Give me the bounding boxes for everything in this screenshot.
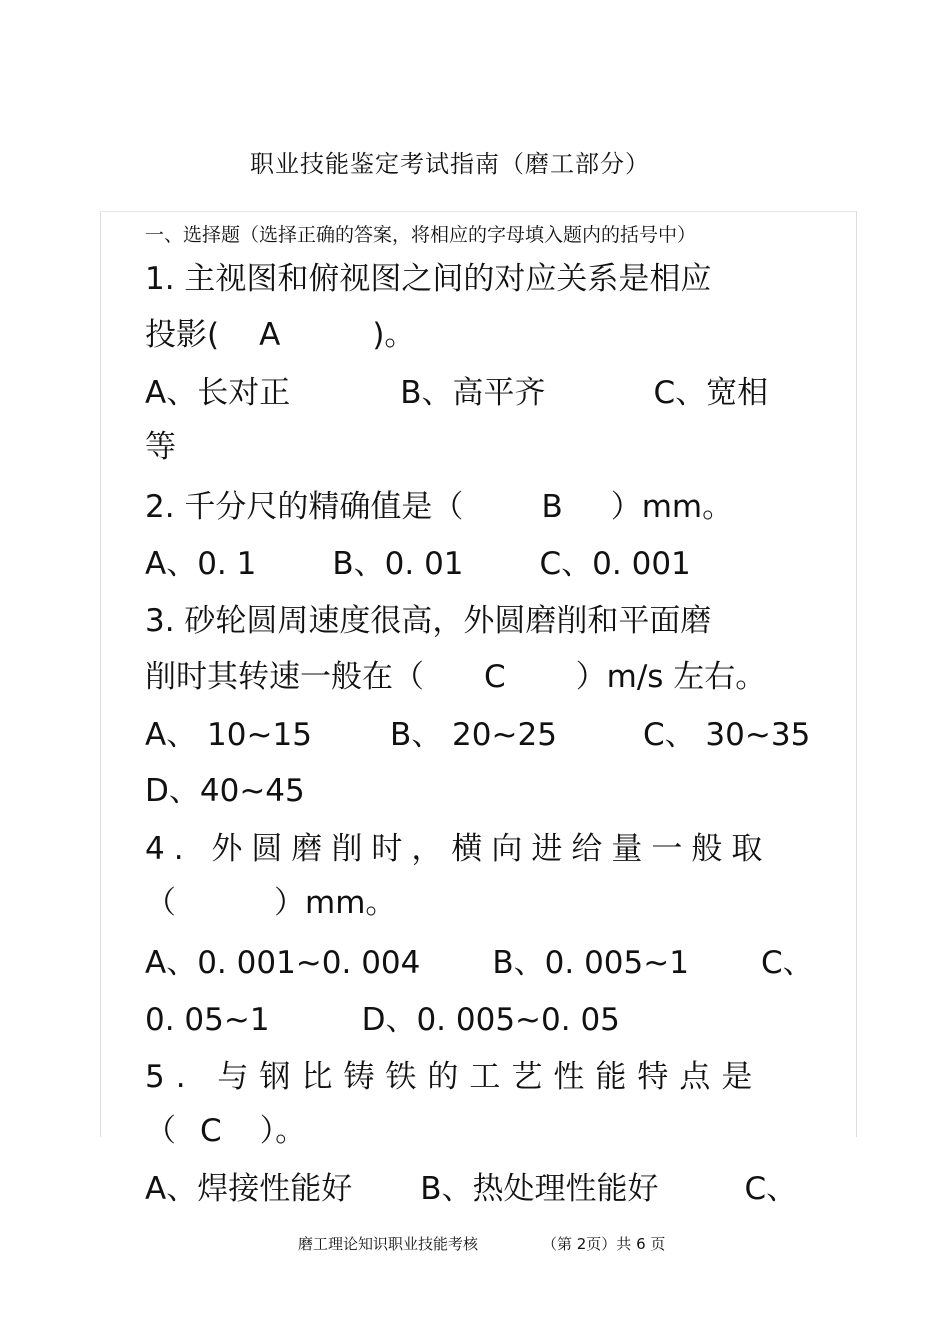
question-4-line-1 (145, 832, 771, 868)
question-4-option-b: B、0. 005~1 (492, 945, 689, 981)
question-1-line-1 (145, 262, 711, 298)
question-3-options-cont (145, 774, 305, 810)
question-2-options (145, 547, 691, 583)
question-1-line-2 (145, 318, 415, 354)
question-4-stem-cont: （ (145, 885, 176, 921)
question-3-stem-cont: 削时其转速一般在（ (145, 659, 424, 695)
question-4-option-d: D、0. 005~0. 05 (361, 1002, 620, 1038)
question-5-stem: 5. 与钢比铸铁的工艺性能特点是 (145, 1059, 764, 1095)
question-3-line-2 (145, 660, 766, 696)
question-5-options (145, 1172, 797, 1208)
question-2-option-b: B、0. 01 (332, 546, 464, 582)
question-4-option-c-cont: 0. 05~1 (145, 1002, 270, 1038)
question-3-stem-end: ）m/s 左右。 (575, 659, 767, 695)
question-5-option-c: C、 (744, 1171, 798, 1207)
question-1-option-b: B、高平齐 (400, 375, 546, 411)
question-1-option-c-cont: 等 (145, 429, 176, 465)
question-4-line-2 (145, 886, 396, 922)
question-3-option-c: C、 30~35 (642, 717, 811, 753)
question-5-stem-cont: （ (145, 1113, 176, 1149)
question-4-options-cont (145, 1003, 620, 1039)
section-instructions: 一、选择题（选择正确的答案，将相应的字母填入题内的括号中） (145, 224, 697, 246)
question-1-stem: 1. 主视图和俯视图之间的对应关系是相应 (145, 261, 712, 297)
question-5-answer: C (200, 1113, 222, 1149)
question-1-stem-end: )。 (372, 317, 416, 353)
question-3-option-a: A、 10~15 (145, 717, 312, 753)
question-5-line-2 (145, 1114, 306, 1150)
question-3-stem: 3. 砂轮圆周速度很高，外圆磨削和平面磨 (145, 603, 712, 639)
question-3-option-d: D、40~45 (145, 773, 305, 809)
question-2-stem: 2. 千分尺的精确值是（ (145, 489, 464, 525)
question-5-line-1 (145, 1060, 763, 1096)
question-5-option-a: A、焊接性能好 (145, 1171, 353, 1207)
question-2-stem-end: ）mm。 (610, 489, 734, 525)
question-1-stem-cont: 投影( (145, 317, 220, 353)
question-4-options (145, 946, 814, 982)
question-1-option-a: A、长对正 (145, 375, 291, 411)
page-title: 职业技能鉴定考试指南（磨工部分） (250, 150, 650, 178)
question-3-line-1 (145, 604, 711, 640)
question-1-option-c: C、宽相 (653, 375, 769, 411)
question-1-answer: A (259, 317, 281, 353)
question-3-option-b: B、 20~25 (389, 717, 557, 753)
question-1-options-cont (145, 430, 176, 466)
question-5-option-b: B、热处理性能好 (420, 1171, 659, 1207)
question-3-options (145, 718, 810, 754)
question-1-options (145, 376, 768, 412)
question-4-stem-end: ）mm。 (274, 885, 397, 921)
question-2-answer: B (541, 489, 563, 525)
question-4-option-a: A、0. 001~0. 004 (145, 945, 421, 981)
question-2-option-c: C、0. 001 (539, 546, 691, 582)
question-4-stem: 4. 外圆磨削时，横向进给量一般取 (145, 831, 772, 867)
question-5-stem-end: ）。 (259, 1113, 307, 1149)
footer-page-number: （第 2页）共 6 页 (542, 1235, 666, 1253)
footer-exam-name: 磨工理论知识职业技能考核 (298, 1235, 479, 1253)
question-2-option-a: A、0. 1 (145, 546, 257, 582)
question-4-option-c: C、 (760, 945, 814, 981)
question-2 (145, 490, 733, 526)
question-3-answer: C (484, 659, 506, 695)
